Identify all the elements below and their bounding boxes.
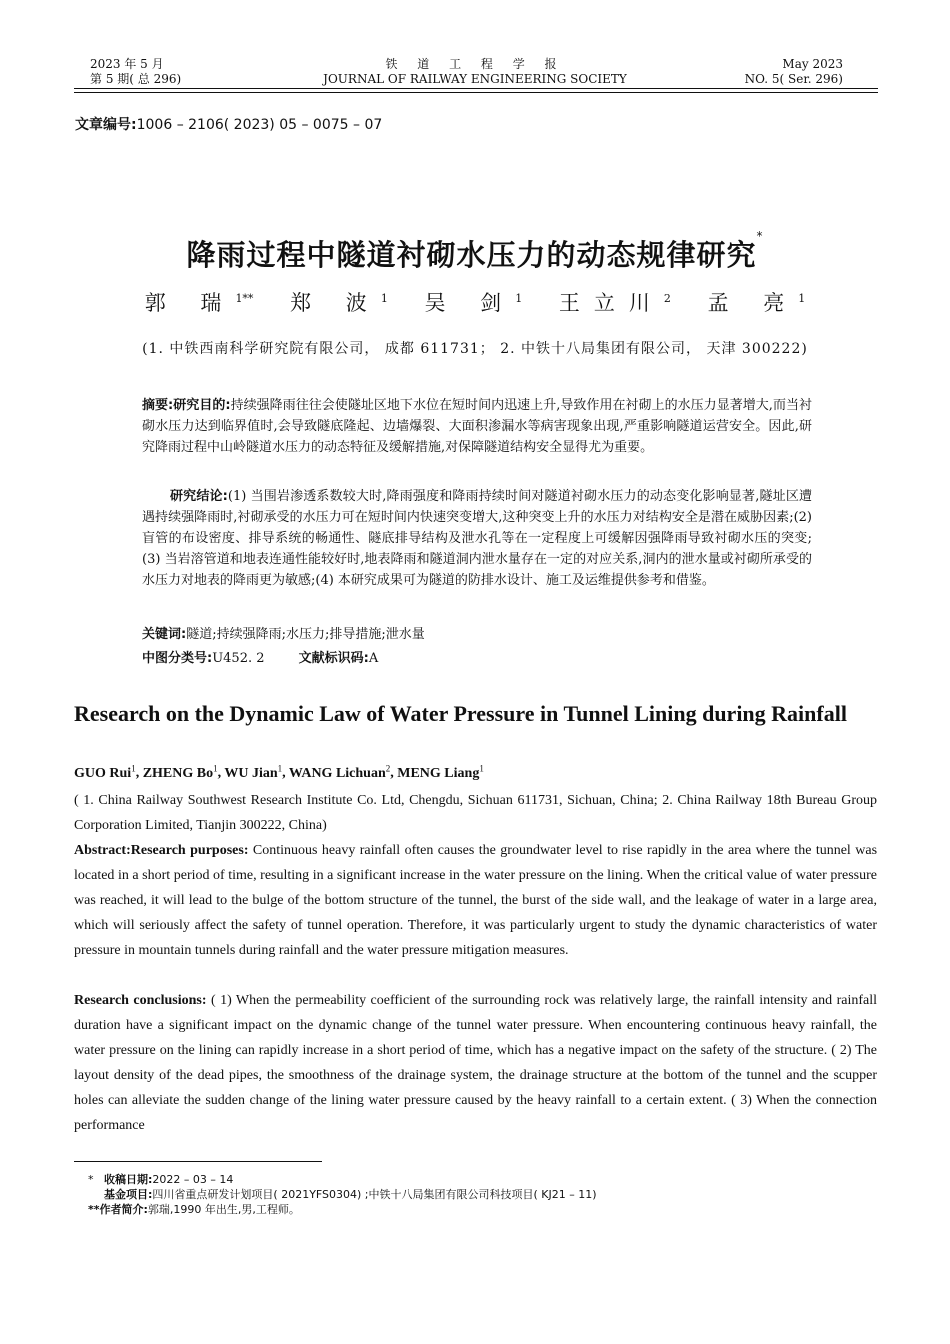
abstract-en-conclusions [74,988,877,1138]
author-en: MENG Liang$^1$ [397,763,484,781]
purposes-en-text: Continuous heavy rainfall often causes the groundwater level to rise rapidly in the area where the tunnel was located in a short period of time, resulting in a significant increase in the water pressure on the lining. When the critical value of water pressure was reached, it will lead to the bulge of the bottom structure of the tunnel, the burst of the side wall, and the leakage of water in a large area, which will seriously affect the safety of tunnel operation. Therefore, it was particularly urgent to study the dynamic characteristics of water pressure in mountain tunnels during rainfall and the water pressure mitigation measures. [74,843,878,958]
conclusion-text: (1) 当围岩渗透系数较大时,降雨强度和降雨持续时间对隧道衬砌水压力的动态变化影响显著,隧址区遭遇持续强降雨时,衬砌承受的水压力可在短时间内快速突变增大,这种突变上升的水压力对结构安全是潜在威胁因素;(2) 盲管的布设密度、排导系统的畅通性、隧底排导结构及泄水孔等在一定程度上可缓解因强降雨导致衬砌水压的突变;(3) 当岩溶管道和地表连通性能较好时,地表降雨和隧道洞内泄水量存在一定的对应关系,洞内的泄水量或衬砌所承受的水压力对地表的降雨更为敏感;(4) 本研究成果可为隧道的防排水设计、施工及运维提供参考和借鉴。 [142,489,813,588]
header-volume-en: NO. 5( Ser. 296) [744,72,843,86]
header-rule-thin [74,92,878,93]
purpose-label: 研究目的: [173,398,231,413]
funding-text: 四川省重点研发计划项目( 2021YFS0304) ;中铁十八局集团有限公司科技项目( KJ21 – 11) [152,1188,597,1201]
author-cn: 孟 亮$^1$ [707,291,806,315]
doc-code-label: 文献标识码: [298,651,369,666]
footnote-received [88,1172,233,1187]
author-cn: 王立川$^2$ [558,291,671,315]
clc-label: 中图分类号: [142,651,213,666]
title-text: 降雨过程中隧道衬砌水压力的动态规律研究 [186,238,757,272]
affiliation-en: ( 1. China Railway Southwest Research Institute Co. Ltd, Chengdu, Sichuan 611731, Sichuan, China; 2. China Railway 18th Bureau Group Corporation Limited, Tianjin 300222, China) [74,793,877,833]
footnote-rule [74,1161,322,1162]
author-cn: 郭 瑞$^{1**}$ [144,291,254,315]
author-cn: 吴 剑$^1$ [424,291,523,315]
footnote-funding [104,1187,597,1202]
received-label: 收稿日期: [104,1173,153,1186]
author-en: WANG Lichuan$^2$ [288,763,391,781]
article-number-value: 1006 – 2106( 2023) 05 – 0075 – 07 [136,117,383,133]
abstract-en-label: Abstract: [74,843,131,858]
doc-code-value: A [368,651,379,666]
abstract-cn-purpose [142,395,812,458]
header-issue-en [700,57,843,87]
page-title [60,229,890,274]
purposes-en-label: Research purposes: [130,843,249,858]
author-list-cn [60,287,890,317]
abstract-cn-conclusion [142,486,812,591]
author-bio-mark: ** [88,1203,100,1216]
funding-label: 基金项目: [104,1188,153,1201]
article-number [75,114,382,134]
header-rule-thick [74,88,878,89]
clc-value: U452. 2 [212,651,265,666]
author-bio-text: 郭瑞,1990 年出生,男,工程师。 [147,1203,300,1216]
header-journal-cn: 铁 道 工 程 学 报 [385,57,565,71]
header-journal [300,57,650,87]
author-en: GUO Rui$^1$ [74,763,136,781]
keywords [142,624,812,645]
header-volume-cn: 第 5 期( 总 296) [90,72,182,86]
author-cn: 郑 波$^1$ [290,291,388,315]
header-date-cn: 2023 年 5 月 [90,57,164,71]
classification [142,648,812,669]
conclusions-en-label: Research conclusions: [74,993,207,1008]
purpose-text: 持续强降雨往往会使隧址区地下水位在短时间内迅速上升,导致作用在衬砌上的水压力显著增大,而当衬砌水压力达到临界值时,会导致隧底隆起、边墙爆裂、大面积渗漏水等病害现象出现,严重影响隧道运营安全。因此,研究降雨过程中山岭隧道水压力的动态特征及缓解措施,对保障隧道结构安全显得尤为重要。 [142,398,812,455]
conclusions-en-text: ( 1) When the permeability coefficient of the surrounding rock was relatively large, the rainfall intensity and rainfall duration have a significant impact on the dynamic change of the tunnel water pressure. When encountering continuous heavy rainfall, the water pressure on the lining can rapidly increase in a short period of time, which has a negative impact on the safety of the structure. ( 2) The layout density of the dead pipes, the smoothness of the drainage system, the drainage structure at the bottom of the tunnel and the scupper holes can alleviate the sudden change of the lining water pressure caused by the heavy rainfall to a certain extent. ( 3) When the connection performance [74,993,877,1133]
article-number-label: 文章编号: [75,117,137,133]
author-en: ZHENG Bo$^1$ [142,763,218,781]
header-journal-en: JOURNAL OF RAILWAY ENGINEERING SOCIETY [323,72,627,86]
header-issue-cn [90,57,270,87]
author-en: WU Jian$^1$ [224,763,283,781]
footnote-mark: * [88,1173,94,1186]
keywords-text: 隧道;持续强降雨;水压力;排导措施;泄水量 [186,627,425,642]
author-list-en: GUO Rui$^1$, ZHENG Bo$^1$, WU Jian$^1$, WANG Lichuan$^2$, MENG Liang$^1$ [74,763,484,781]
affiliation-cn: (1. 中铁西南科学研究院有限公司， 成都 611731； 2. 中铁十八局集团有限公司， 天津 300222) [142,341,808,357]
abstract-label: 摘要: [142,398,174,413]
footnote-author-bio [88,1202,300,1217]
received-date: 2022 – 03 – 14 [152,1173,234,1186]
header-date-en: May 2023 [782,57,843,71]
author-bio-label: 作者简介: [99,1203,148,1216]
abstract-en-purposes [74,838,877,963]
title-footnote-mark: * [756,229,764,243]
english-title: Research on the Dynamic Law of Water Pressure in Tunnel Lining during Rainfall [74,701,847,726]
conclusion-label: 研究结论: [170,489,228,504]
keywords-label: 关键词: [142,627,187,642]
